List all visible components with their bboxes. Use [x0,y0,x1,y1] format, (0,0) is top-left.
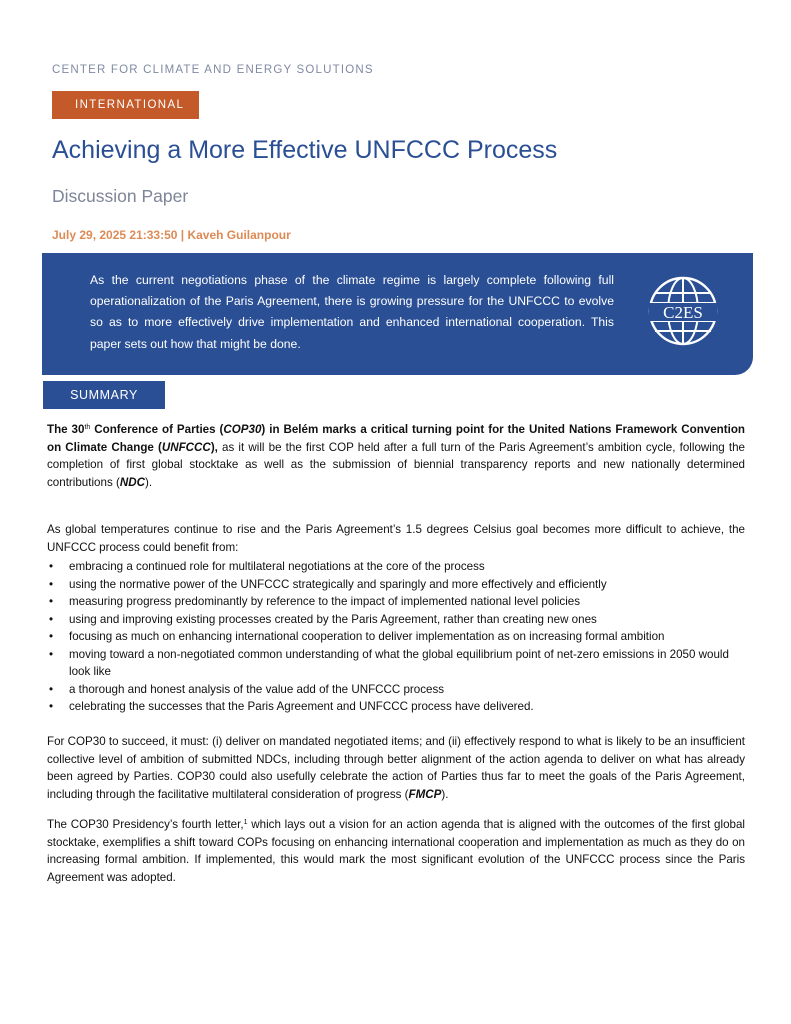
category-tag: INTERNATIONAL [52,91,199,119]
summary-paragraph-1: The 30th Conference of Parties (COP30) in Belém marks a critical turning point for the United Nations Framework Convention on Climate Change (UNFCCC), as it will be the first COP held after a full turn of the Paris Agreement’s ambition cycle, following the completion of first global stocktake as well as the submission of biennial transparency reports and new nationally determined contributions (NDC). [47,423,745,489]
document-type: Discussion Paper [52,186,189,206]
list-item: • embracing a continued role for multilateral negotiations at the core of the process [49,560,485,573]
list-item: • moving toward a non-negotiated common understanding of what the global equilibrium point of net-zero emissions in 2050 would look like [49,647,729,678]
list-item: • using and improving existing processes created by the Paris Agreement, rather than creating new ones [49,612,597,626]
list-item: • using the normative power of the UNFCCC strategically and sparingly and more effectively and efficiently [49,577,607,591]
list-item: • a thorough and honest analysis of the value add of the UNFCCC process [49,682,445,696]
logo-text: C2ES [663,303,703,322]
summary-paragraph-3: For COP30 to succeed, it must: (i) deliver on mandated negotiated items; and (ii) effectively respond to what is likely to be an insufficient collective level of ambition of submitted NDCs, including through better alignment of the action agenda to deliver on what has already been agreed by Parties. COP30 could also usefully celebrate the action of Parties thus far to meet the goals of the Paris Agreement, including through the facilitative multilateral consideration of progress (FMCP). [47,735,745,801]
summary-section-label: SUMMARY [43,381,165,409]
list-item: • measuring progress predominantly by reference to the impact of implemented national level policies [49,595,581,608]
organization-name: CENTER FOR CLIMATE AND ENERGY SOLUTIONS [52,64,374,76]
summary-paragraph-4: The COP30 Presidency’s fourth letter,$^1$ which lays out a vision for an action agenda that is aligned with the outcomes of the first global stocktake, exemplifies a shift toward COPs focusing on enhancing international cooperation and implementation as much as they do on increasing formal ambition. If implemented, this would mark the most significant evolution of the UNFCCC process since the Paris Agreement was adopted. [47,818,745,884]
summary-paragraph-2: As global temperatures continue to rise and the Paris Agreement’s 1.5 degrees Celsius goal becomes more difficult to achieve, the UNFCCC process could benefit from: [47,523,745,554]
c2es-globe-logo [647,275,719,347]
page-title: Achieving a More Effective UNFCCC Process [52,136,558,164]
benefits-list [47,558,747,716]
list-item: • focusing as much on enhancing international cooperation to deliver implementation as on increasing formal ambition [49,630,665,643]
abstract-text: As the current negotiations phase of the climate regime is largely complete following full operationalization of the Paris Agreement, there is growing pressure for the UNFCCC to evolve so as to more effectively drive implementation and enhanced international cooperation. This paper sets out how that might be done. [90,273,614,351]
list-item: • celebrating the successes that the Paris Agreement and UNFCCC process have delivered. [49,700,534,713]
date-author-byline: July 29, 2025 21:33:50 | Kaveh Guilanpour [52,228,291,242]
